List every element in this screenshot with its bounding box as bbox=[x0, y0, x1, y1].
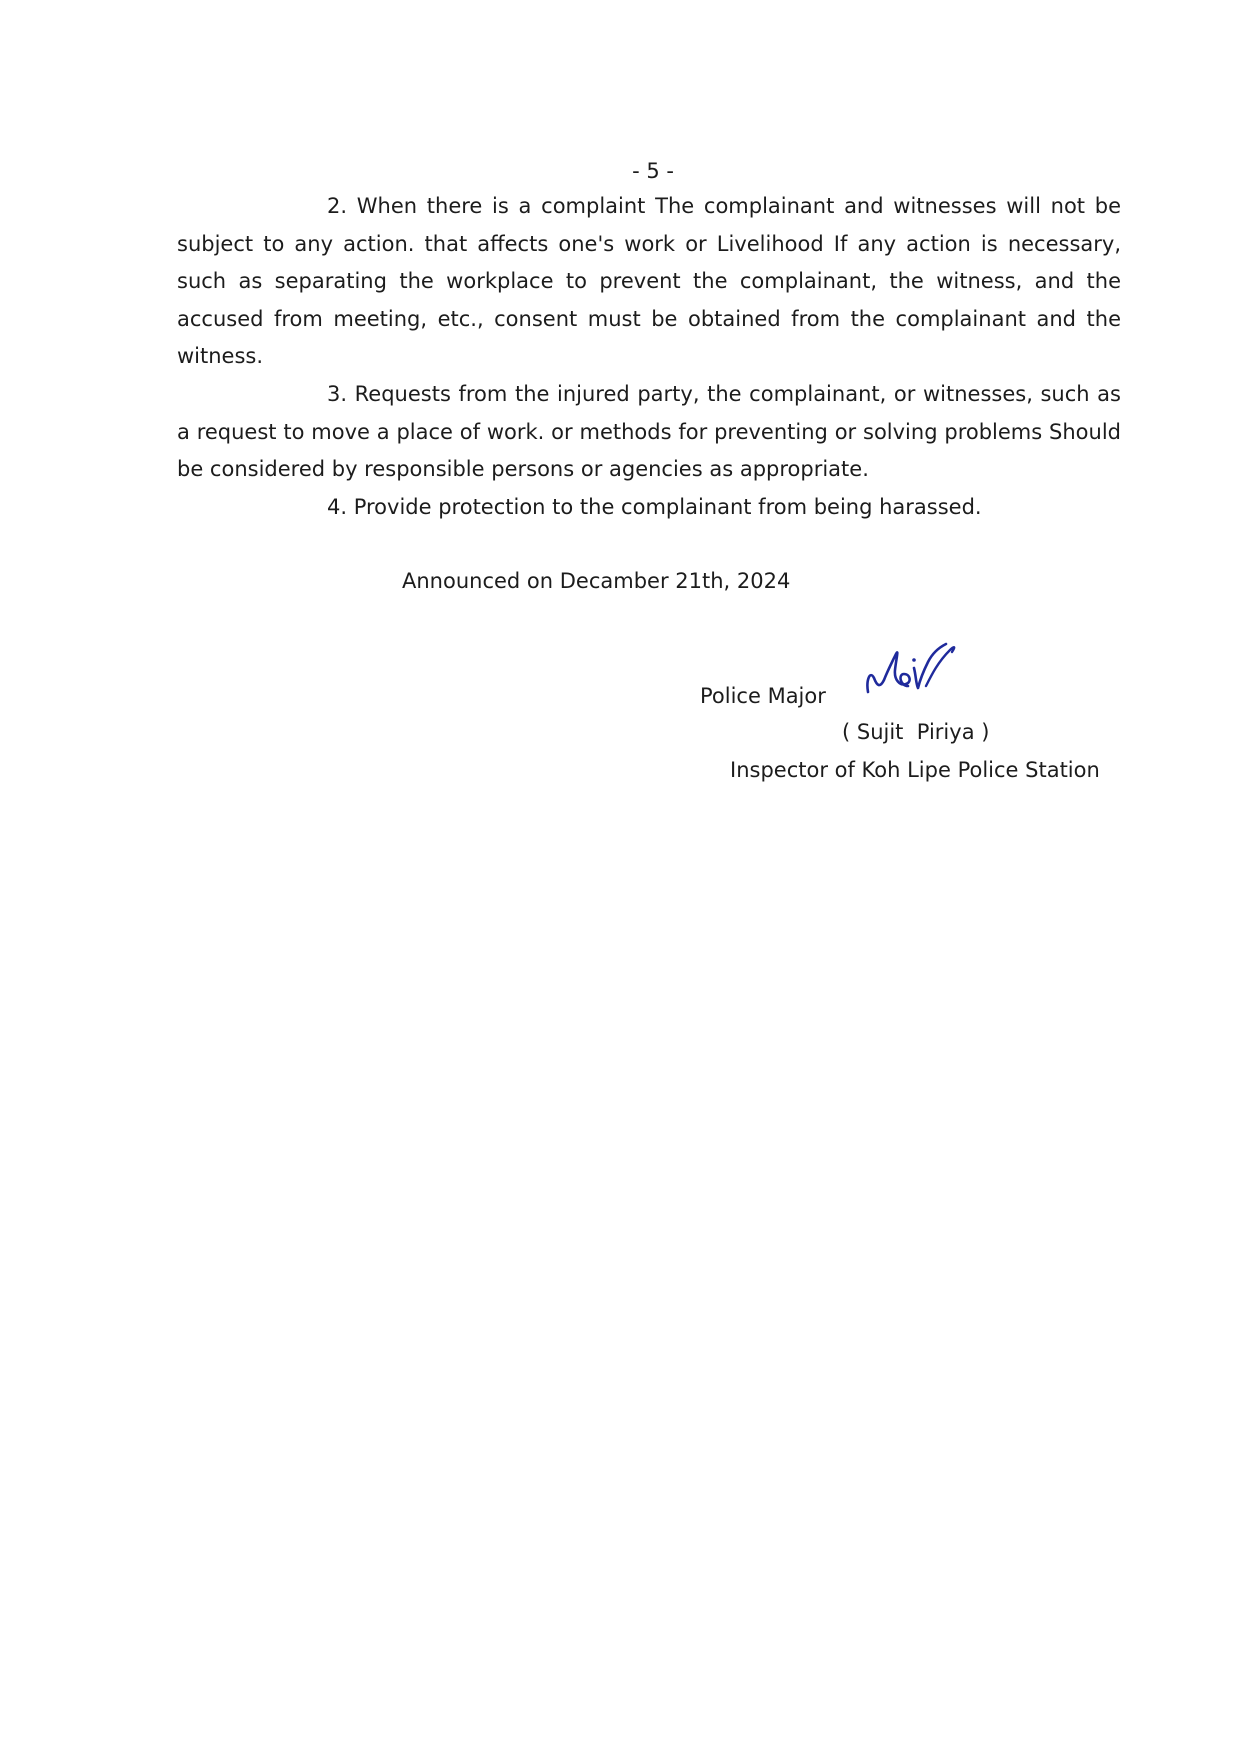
announcement-date: Announced on Decamber 21th, 2024 bbox=[402, 569, 791, 593]
paragraph-item-2: 2. When there is a complaint The complainant and witnesses will not be subject to any action. that affects one's work or Livelihood If any action is necessary, such as separating the workplace to prevent the complainant, the witness, and the accused from meeting, etc., consent must be obtained from the complainant and the witness. bbox=[177, 194, 1121, 368]
paragraph-item-4: 4. Provide protection to the complainant from being harassed. bbox=[327, 495, 982, 519]
handwritten-signature bbox=[862, 640, 962, 702]
signatory-title: Inspector of Koh Lipe Police Station bbox=[730, 758, 1100, 782]
page-number: - 5 - bbox=[632, 159, 674, 183]
paragraph-item-3: 3. Requests from the injured party, the complainant, or witnesses, such as a request to move a place of work. or methods for preventing or solving problems Should be considered by responsible persons or agencies as appropriate. bbox=[177, 382, 1121, 481]
signatory-name: ( Sujit Piriya ) bbox=[842, 720, 990, 744]
signatory-rank: Police Major bbox=[700, 684, 826, 708]
